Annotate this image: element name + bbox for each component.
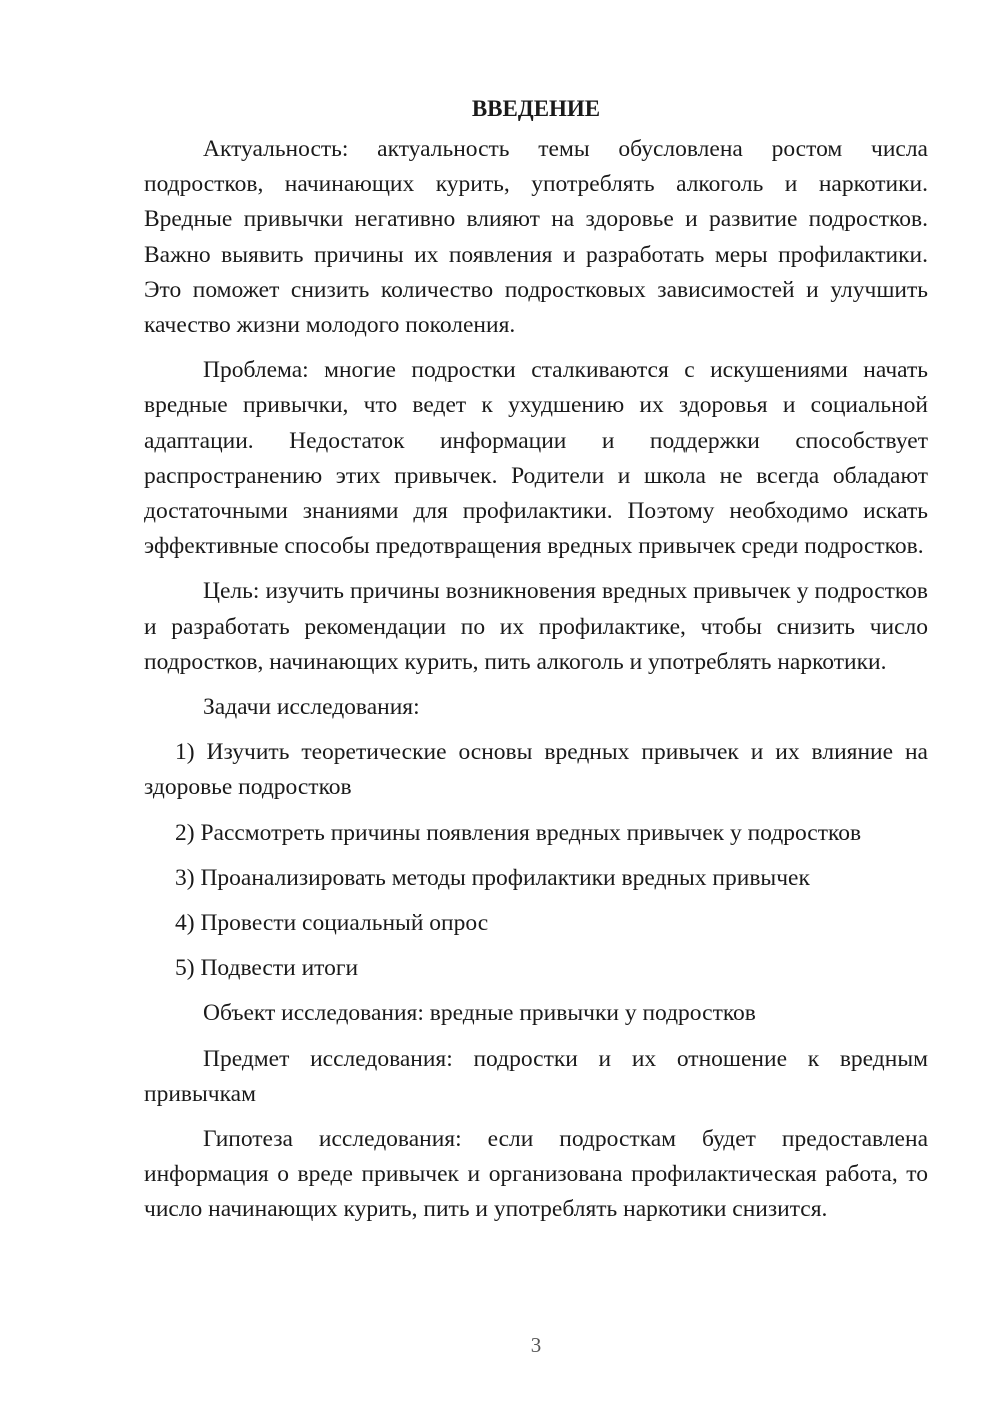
- page-content: [144, 92, 928, 1238]
- task-item-1: 1) Изучить теоретические основы вредных привычек и их влияние на здоровье подростков: [144, 739, 928, 801]
- task-item-4: 4) Провести социальный опрос: [175, 910, 489, 937]
- object-paragraph: Объект исследования: вредные привычки у подростков: [203, 1000, 756, 1027]
- task-item-2: 2) Рассмотреть причины появления вредных привычек у подростков: [175, 819, 862, 846]
- goal-paragraph: Цель: изучить причины возникновения вредных привычек у подростков и разработать рекомендации по их профилактике, чтобы снизить число подростков, начинающих курить, пить алкоголь и употреблять наркотики.: [144, 578, 928, 675]
- page-number: 3: [530, 1333, 542, 1357]
- section-title: ВВЕДЕНИЕ: [471, 96, 601, 121]
- problem-paragraph: Проблема: многие подростки сталкиваются с искушениями начать вредные привычки, что ведет к ухудшению их здоровья и социальной адаптации. Недостаток информации и поддержки способствует распространению этих привычек. Родители и школа не всегда обладают достаточными знаниями для профилактики. Поэтому необходимо искать эффективные способы предотвращения вредных привычек среди подростков.: [144, 357, 928, 560]
- hypothesis-paragraph: Гипотеза исследования: если подросткам будет предоставлена информация о вреде привычек и организована профилактическая работа, то число начинающих курить, пить и употреблять наркотики снизится.: [144, 1126, 928, 1223]
- tasks-heading: Задачи исследования:: [203, 694, 420, 721]
- task-item-5: 5) Подвести итоги: [175, 955, 359, 982]
- subject-paragraph: Предмет исследования: подростки и их отношение к вредным привычкам: [144, 1045, 928, 1107]
- relevance-paragraph: Актуальность: актуальность темы обусловлена ростом числа подростков, начинающих курить, употреблять алкоголь и наркотики. Вредные привычки негативно влияют на здоровье и развитие подростков. Важно выявить причины их появления и разработать меры профилактики. Это поможет снизить количество подростковых зависимостей и улучшить качество жизни молодого поколения.: [144, 136, 928, 339]
- task-item-3: 3) Проанализировать методы профилактики вредных привычек: [175, 864, 810, 891]
